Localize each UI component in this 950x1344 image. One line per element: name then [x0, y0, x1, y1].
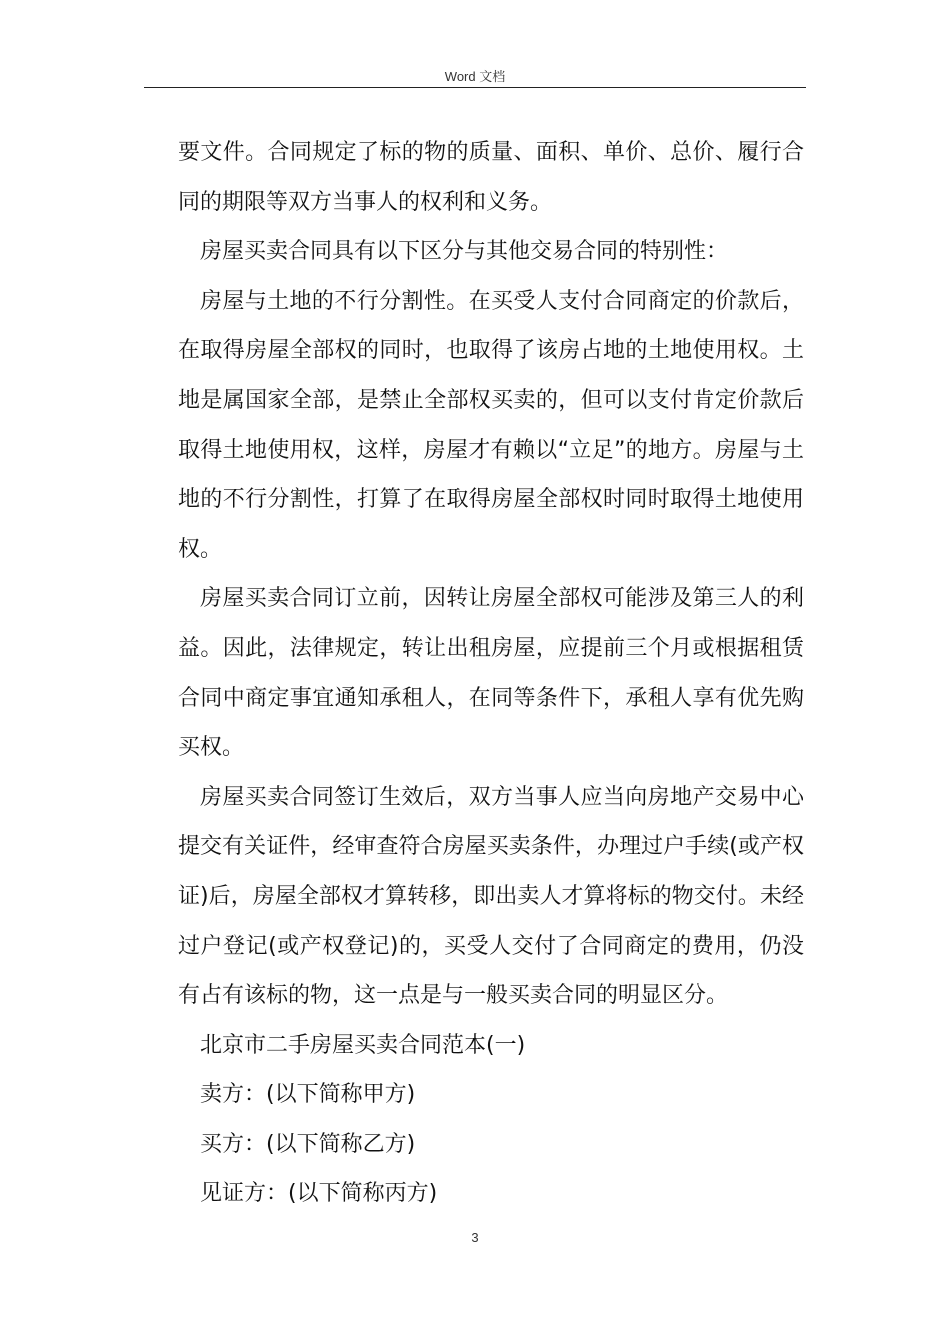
page-header-title: Word 文档	[444, 69, 506, 84]
seller-line: 卖方：(以下简称甲方)	[200, 1082, 416, 1108]
page-number: 3	[471, 1230, 479, 1245]
buyer-line: 买方：(以下简称乙方)	[200, 1131, 416, 1157]
paragraph-2: 房屋买卖合同具有以下区分与其他交易合同的特别性：	[200, 239, 729, 265]
contract-title: 北京市二手房屋买卖合同范本(一)	[200, 1032, 526, 1058]
paragraph-5: 房屋买卖合同签订生效后，双方当事人应当向房地产交易中心提交有关证件，经审查符合房屋买卖条件，办理过户手续(或产权证)后，房屋全部权才算转移，即出卖人才算将标的物交付。未经过户登记(或产权登记)的，买受人交付了合同商定的费用，仍没有占有该标的物，这一点是与一般买卖合同的明显区分。	[178, 784, 804, 1009]
header-divider	[144, 87, 806, 88]
paragraph-1: 要文件。合同规定了标的物的质量、面积、单价、总价、履行合同的期限等双方当事人的权利和义务。	[178, 140, 804, 215]
paragraph-3: 房屋与土地的不行分割性。在买受人支付合同商定的价款后，在取得房屋全部权的同时，也取得了该房占地的土地使用权。土地是属国家全部，是禁止全部权买卖的，但可以支付肯定价款后取得土地使用权，这样，房屋才有赖以“立足”的地方。房屋与土地的不行分割性，打算了在取得房屋全部权时同时取得土地使用权。	[178, 288, 804, 562]
paragraph-4: 房屋买卖合同订立前，因转让房屋全部权可能涉及第三人的利益。因此，法律规定，转让出租房屋，应提前三个月或根据租赁合同中商定事宜通知承租人，在同等条件下，承租人享有优先购买权。	[178, 586, 804, 761]
document-body	[178, 128, 804, 1219]
witness-line: 见证方：(以下简称丙方)	[200, 1181, 438, 1207]
